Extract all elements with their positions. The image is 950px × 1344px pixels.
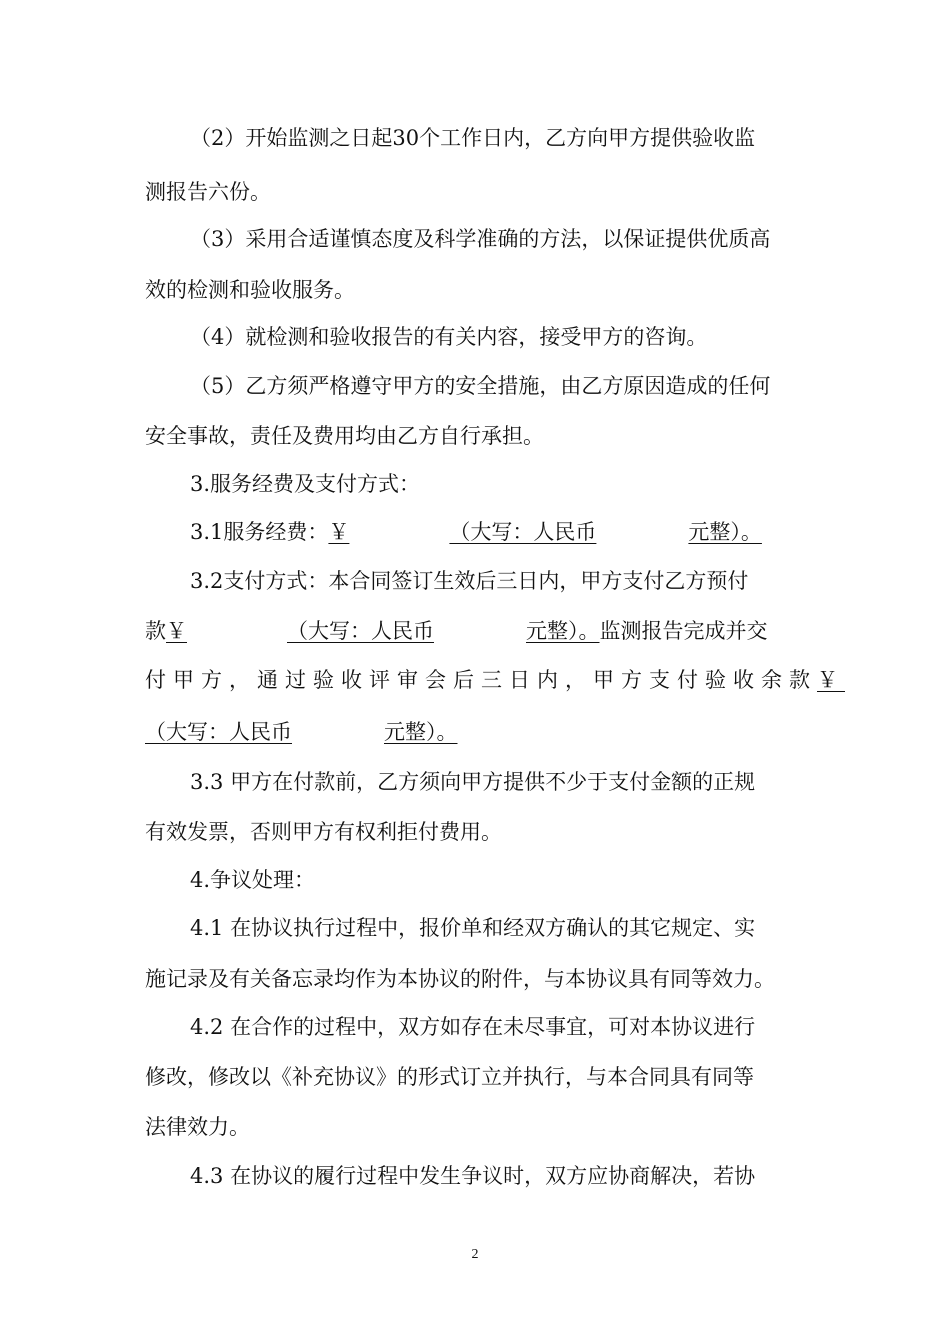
prepayment-blank: ￥ （大写：人民币 元整）。 (166, 619, 600, 643)
item-2-line-2: 测报告六份。 (145, 180, 271, 204)
item-3-line-2: 效的检测和验收服务。 (145, 278, 355, 302)
clause-3-2-line-3: 付甲方，通过验收评审会后三日内，甲方支付验收余款￥ (145, 668, 845, 692)
clause-4-1-line-1: 4.1 在协议执行过程中，报价单和经双方确认的其它规定、实 (190, 916, 756, 940)
item-3-line-1: （3）采用合适谨慎态度及科学准确的方法，以保证提供优质高 (190, 227, 771, 251)
item-5-line-2: 安全事故，责任及费用均由乙方自行承担。 (145, 424, 544, 448)
service-fee-blank: ￥ （大写：人民币 元整）。 (328, 520, 762, 544)
clause-4-2-line-2: 修改，修改以《补充协议》的形式订立并执行，与本合同具有同等 (145, 1065, 754, 1089)
clause-3-1-label: 3.1服务经费： (190, 520, 329, 544)
section-4-heading: 4.争议处理： (190, 868, 316, 892)
balance-amount-blank: （大写：人民币 元整）。 (145, 720, 458, 744)
clause-3-2-line-2: 款￥ （大写：人民币 元整）。监测报告完成并交 (145, 619, 768, 643)
page-number: 2 (471, 1247, 479, 1262)
clause-3-2-line-1: 3.2支付方式：本合同签订生效后三日内，甲方支付乙方预付 (190, 569, 749, 593)
item-5-line-1: （5）乙方须严格遵守甲方的安全措施，由乙方原因造成的任何 (190, 374, 771, 398)
item-2-line-1: （2）开始监测之日起30个工作日内，乙方向甲方提供验收监 (190, 126, 756, 150)
clause-3-3-line-1: 3.3 甲方在付款前，乙方须向甲方提供不少于支付金额的正规 (190, 770, 756, 794)
clause-3-1 (190, 518, 762, 546)
clause-4-1-line-2: 施记录及有关备忘录均作为本协议的附件，与本协议具有同等效力。 (145, 967, 775, 991)
item-4-line: （4）就检测和验收报告的有关内容，接受甲方的咨询。 (190, 325, 708, 349)
clause-4-2-line-1: 4.2 在合作的过程中，双方如存在未尽事宜，可对本协议进行 (190, 1015, 756, 1039)
clause-3-3-line-2: 有效发票，否则甲方有权利拒付费用。 (145, 820, 502, 844)
balance-yen-blank: ￥ (817, 668, 845, 692)
clause-4-3-line-1: 4.3 在协议的履行过程中发生争议时，双方应协商解决，若协 (190, 1164, 756, 1188)
section-3-heading: 3.服务经费及支付方式： (190, 472, 421, 496)
clause-4-2-line-3: 法律效力。 (145, 1115, 250, 1139)
clause-3-2-line-4 (145, 718, 458, 746)
